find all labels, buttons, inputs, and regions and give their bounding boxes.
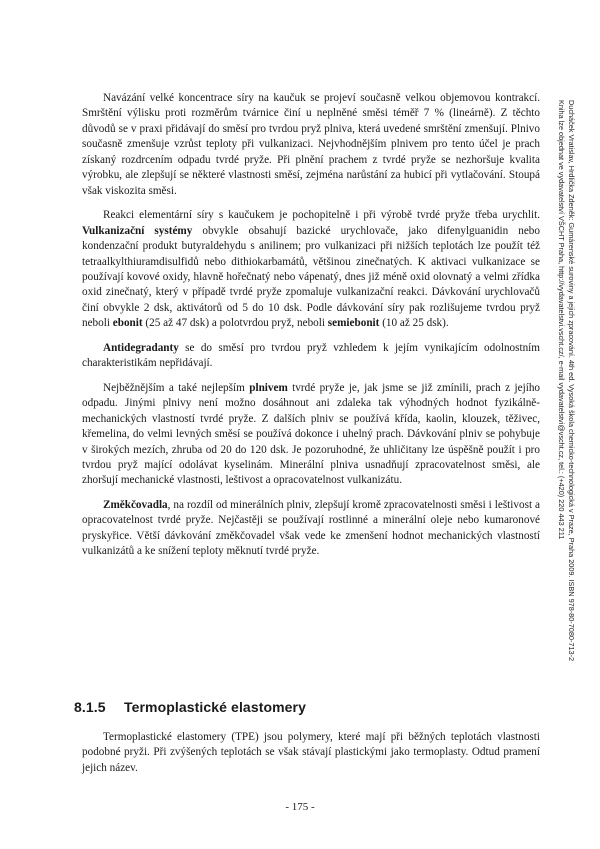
paragraph-4 bbox=[82, 381, 540, 489]
page-number: - 175 - bbox=[285, 801, 315, 813]
term-antidegradanty: Antidegradanty bbox=[103, 341, 179, 354]
paragraph-2-text-c: (25 až 47 dsk) a polotvrdou pryž, neboli bbox=[142, 317, 328, 330]
citation-line-1: Ducháček Vratislav, Hrdlička Zdeněk: Gumárenské suroviny a jejich zpracování. 4th ed. Vysoká škola chemicko-technologická v Praze, Praha 2009. ISBN 978-80-7080-713-2 bbox=[567, 100, 576, 662]
paragraph-3 bbox=[82, 341, 540, 372]
paragraph-1 bbox=[82, 91, 540, 199]
section-body bbox=[82, 730, 540, 785]
body-text bbox=[82, 91, 540, 569]
section-title: Termoplastické elastomery bbox=[124, 699, 306, 715]
section-number: 8.1.5 bbox=[74, 699, 106, 715]
term-vulkanizacni-systemy: Vulkanizační systémy bbox=[82, 224, 193, 237]
paragraph-1-text: Navázání velké koncentrace síry na kaučuk se projeví současně velkou objemovou kontrakcí. Smrštění výlisku proti rozměrům tvárnice činí u neplněné směsi téměř 7 % (lineárně). Z těchto důvodů se v praxi přidávají do směsí pro tvrdou pryž plniva, která uvedené smrštění zmenšují. Plnivo současně zmenšuje vzrůst teploty při vulkanizaci. Nejvhodnějším plnivem pro tento účel je prach získaný rozdrcením odpadu tvrdé pryže. Při plnění prachem z tvrdé pryže se nezhoršuje kvalita výrobku, ale zlepšují se některé vlastnosti směsí, zejména narůstání za hubicí při vytlačování. Stoupá však viskozita směsi. bbox=[82, 92, 540, 197]
term-plnivem: plnivem bbox=[249, 381, 288, 394]
paragraph-6-text: Termoplastické elastomery (TPE) jsou polymery, které mají při běžných teplotách vlastnosti podobné pryži. Při zvýšených teplotách se však stávají plastickými jako termoplasty. Odtud pramení jejich název. bbox=[82, 731, 540, 774]
paragraph-4-text-a: Nejběžnějším a také nejlepším bbox=[103, 381, 250, 394]
paragraph-4-text-b: tvrdé pryže je, jak jsme se již zmínili, prach z jejího odpadu. Jinými plnivy není možno dosáhnout ani zdaleka tak výhodných hodnot fyzikálně-mechanických vlastností tvrdé pryže. Z dalších plniv se používá křída, kaolin, klouzek, těživec, křemelina, do velmi levných směsí se používá dokonce i uhelný prach. Dávkování plniv se pohybuje v širokých mezích, zhruba od 20 do 120 dsk. Je pozoruhodné, že uhličitany lze úspěšně použít i pro tvrdou pryž mající odolávat kyselinám. Minerální plniva usnadňují zpracovatelnost směsi, ale zhoršují mechanické vlastnosti, leštivost a opracovatelnost vulkanizátu. bbox=[82, 381, 541, 487]
term-zmekcovadla: Změkčovadla bbox=[103, 498, 168, 511]
citation-line-2: Kniha lze objednat ve vydavatelství VŠCHT Praha, http://vydavatelstvi.vscht.cz/, e-mail vydavatelstvi@vscht.cz, tel.: (+420) 220 443 211 bbox=[557, 100, 567, 540]
paragraph-5 bbox=[82, 498, 540, 560]
citation-side-note bbox=[557, 100, 576, 662]
paragraph-2-text-a: Reakci elementární síry s kaučukem je pochopitelně i při výrobě tvrdé pryže třeba urychlit. bbox=[103, 209, 540, 222]
paragraph-3-text: se do směsí pro tvrdou pryž vzhledem k jejím vynikajícím odolnostním charakteristikám nepřidávají. bbox=[82, 341, 540, 370]
paragraph-2-text-d: (10 až 25 dsk). bbox=[379, 317, 449, 330]
term-ebonit: ebonit bbox=[112, 317, 143, 330]
paragraph-2 bbox=[82, 208, 540, 332]
term-semiebonit: semiebonit bbox=[327, 317, 380, 330]
paragraph-6 bbox=[82, 730, 540, 776]
section-heading bbox=[74, 699, 306, 715]
paragraph-5-text: , na rozdíl od minerálních plniv, zlepšují kromě zpracovatelnosti směsi i leštivost a opracovatelnost tvrdé pryže. Nejčastěji se používají rostlinné a minerální oleje nebo kumaronové pryskyřice. Větší dávkování změkčovadel však vede ke zmenšení hodnot mechanických vlastností vulkanizátů a ke snížení teploty měknutí tvrdé pryže. bbox=[82, 498, 540, 558]
paragraph-2-text-b: obvykle obsahují bazické urychlovače, jako difenylguanidin nebo kondenzační produkt butyraldehydu s anilinem; pro vulkanizaci při nižších teplotách lze použít též tetraalkylthiuramdisulfidů nebo dithiokarbamátů, většinou zinečnatých. K aktivaci vulkanizace se používají kovové oxidy, hlavně hořečnatý nebo vápenatý, dnes již méně oxid olovnatý a velmi zřídka oxid zinečnatý, který v případě tvrdé pryže zpomaluje vulkanizační reakci. Dávkování urychlovačů činí obvykle 2 dsk, aktivátorů od 5 do 10 dsk. Podle dávkování síry pak rozlišujeme tvrdou pryž neboli bbox=[82, 224, 540, 330]
